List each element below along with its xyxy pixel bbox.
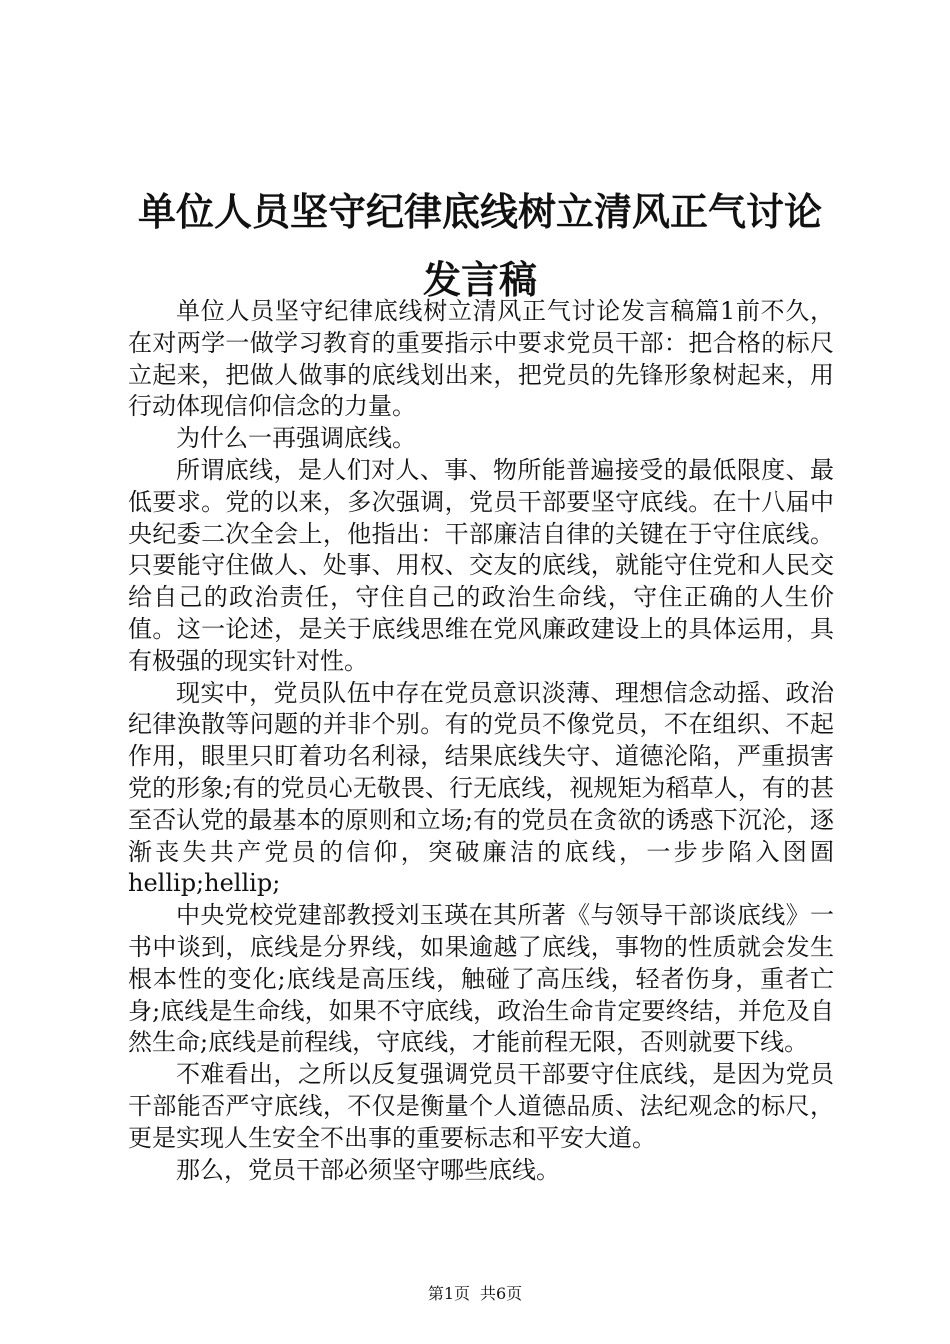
paragraph: 单位人员坚守纪律底线树立清风正气讨论发言稿篇1前不久，在对两学一做学习教育的重要指示中要求党员干部：把合格的标尺立起来，把做人做事的底线划出来，把党员的先锋形象树起来，用行动体现信仰信念的力量。 bbox=[128, 297, 834, 421]
paragraph: 那么，党员干部必须坚守哪些底线。 bbox=[176, 1155, 560, 1184]
paragraph: 现实中，党员队伍中存在党员意识淡薄、理想信念动摇、政治纪律涣散等问题的并非个别。有的党员不像党员，不在组织、不起作用，眼里只盯着功名利禄，结果底线失守、道德沦陷，严重损害党的形象;有的党员心无敬畏、行无底线，视规矩为稻草人，有的甚至否认党的最基本的原则和立场;有的党员在贪欲的诱惑下沉沦，逐渐丧失共产党员的信仰，突破廉洁的底线，一步步陷入囹圄hellip;hellip; bbox=[128, 678, 834, 898]
page-number: 第1页 bbox=[427, 1284, 470, 1303]
paragraph: 中央党校党建部教授刘玉瑛在其所著《与领导干部谈底线》一书中谈到，底线是分界线，如果逾越了底线，事物的性质就会发生根本性的变化;底线是高压线，触碰了高压线，轻者伤身，重者亡身;底线是生命线，如果不守底线，政治生命肯定要终结，并危及自然生命;底线是前程线，守底线，才能前程无限，否则就要下线。 bbox=[128, 901, 834, 1057]
paragraph: 为什么一再强调底线。 bbox=[176, 424, 416, 453]
document-title: 单位人员坚守纪律底线树立清风正气讨论发言稿 bbox=[137, 190, 822, 302]
document-body bbox=[128, 296, 834, 1186]
paragraph: 不难看出，之所以反复强调党员干部要守住底线，是因为党员干部能否严守底线，不仅是衡量个人道德品质、法纪观念的标尺，更是实现人生安全不出事的重要标志和平安大道。 bbox=[128, 1060, 834, 1152]
page-footer bbox=[0, 1284, 950, 1304]
page-total: 共6页 bbox=[480, 1284, 523, 1303]
paragraph: 所谓底线，是人们对人、事、物所能普遍接受的最低限度、最低要求。党的以来，多次强调，党员干部要坚守底线。在十八届中央纪委二次全会上，他指出：干部廉洁自律的关键在于守住底线。只要能守住做人、处事、用权、交友的底线，就能守住党和人民交给自己的政治责任，守住自己的政治生命线，守住正确的人生价值。这一论述，是关于底线思维在党风廉政建设上的具体运用，具有极强的现实针对性。 bbox=[128, 455, 834, 675]
